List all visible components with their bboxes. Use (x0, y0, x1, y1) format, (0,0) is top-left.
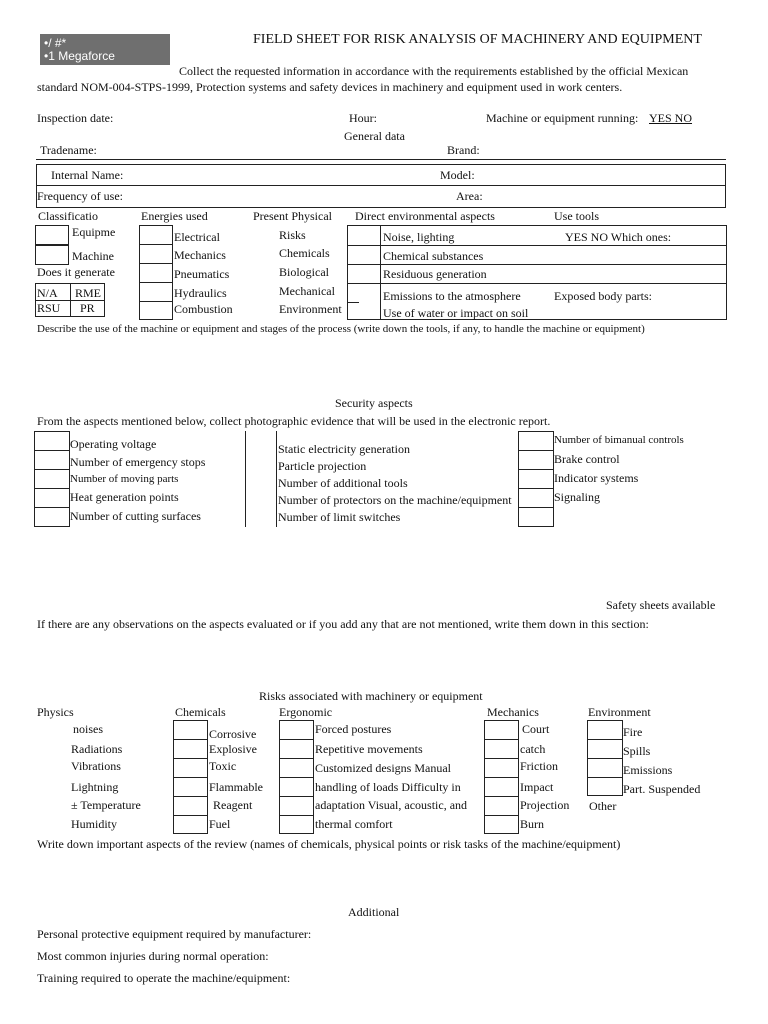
sec-operating-voltage: Operating voltage (70, 437, 157, 451)
divider (34, 488, 70, 489)
env-chemical-substances: Chemical substances (383, 249, 484, 263)
rme-option[interactable]: RME (75, 286, 102, 300)
machine-running-yes-no[interactable]: YES NO (649, 111, 693, 125)
machine-checkbox[interactable] (35, 245, 69, 265)
write-down-instruction: Write down important aspects of the review (names of chemicals, physical points or risk tasks of the machine/equipment) (37, 837, 621, 851)
env-noise: Noise, lighting (383, 230, 455, 244)
divider (279, 796, 314, 797)
chem-reagent: Reagent (213, 798, 253, 812)
env-water-soil: Use of water or impact on soil (383, 306, 529, 320)
intro-line-2: standard NOM-004-STPS-1999, Protection systems and safety devices in machinery and equipment used in work centers. (37, 80, 623, 94)
divider (173, 815, 208, 816)
mech-burn: Burn (520, 817, 544, 831)
logo-line-1: •/ #* (44, 36, 67, 50)
chem-flammable: Flammable (209, 780, 263, 794)
safety-sheets-label: Safety sheets available (606, 598, 716, 612)
security-title: Security aspects (335, 396, 413, 410)
sec-protectors: Number of protectors on the machine/equipment (278, 493, 512, 507)
use-tools-header: Use tools (554, 209, 599, 223)
divider (36, 159, 726, 160)
divider (173, 777, 208, 778)
general-data-box (36, 164, 726, 208)
divider (173, 796, 208, 797)
brand-label: Brand: (447, 143, 480, 157)
energies-header: Energies used (141, 209, 208, 223)
frequency-label: Frequency of use: (37, 189, 123, 203)
sec-emergency-stops: Number of emergency stops (70, 455, 206, 469)
sec-moving-parts: Number of moving parts (70, 473, 179, 485)
mechanics-header: Mechanics (487, 705, 539, 719)
tradename-label: Tradename: (40, 143, 97, 157)
risks-title: Risks associated with machinery or equipment (259, 689, 483, 703)
divider (34, 507, 70, 508)
divider (36, 185, 726, 186)
chem-corrosive: Corrosive (209, 727, 257, 741)
additional-title: Additional (348, 905, 400, 919)
divider (70, 283, 71, 317)
pr-option[interactable]: PR (80, 301, 95, 315)
divider (279, 758, 314, 759)
divider (276, 431, 277, 527)
security-right-boxes (518, 431, 554, 527)
page-title: FIELD SHEET FOR RISK ANALYSIS OF MACHINERY AND EQUIPMENT (253, 32, 702, 47)
tools-yes-no[interactable]: YES NO Which ones: (565, 230, 672, 244)
sec-cutting-surfaces: Number of cutting surfaces (70, 509, 201, 523)
divider (139, 263, 173, 264)
mech-catch: catch (520, 742, 546, 756)
mech-court: Court (522, 722, 550, 736)
company-logo (40, 34, 170, 65)
chemicals-header: Chemicals (175, 705, 226, 719)
divider (484, 777, 519, 778)
energy-hydraulics: Hydraulics (174, 286, 227, 300)
classification-header: Classificatio (38, 209, 98, 223)
na-option[interactable]: N/A (37, 286, 58, 300)
env-fire: Fire (623, 725, 643, 739)
equipment-label: Equipme (72, 225, 116, 239)
ergo-customized: Customized designs Manual (315, 761, 451, 775)
physics-temperature: ± Temperature (71, 798, 141, 812)
divider (518, 469, 554, 470)
injuries-label: Most common injuries during normal operation: (37, 949, 269, 963)
divider (245, 431, 246, 527)
sec-heat-points: Heat generation points (70, 490, 179, 504)
physics-noises: noises (73, 722, 103, 736)
does-generate-label: Does it generate (37, 265, 115, 279)
energy-electrical: Electrical (174, 230, 220, 244)
divider (279, 777, 314, 778)
rsu-option[interactable]: RSU (37, 301, 61, 315)
divider (173, 739, 208, 740)
chem-fuel: Fuel (209, 817, 231, 831)
direct-env-header: Direct environmental aspects (355, 209, 495, 223)
chem-explosive: Explosive (209, 742, 257, 756)
chem-toxic: Toxic (209, 759, 237, 773)
divider (484, 815, 519, 816)
env-emissions: Emissions to the atmosphere (383, 289, 521, 303)
divider (380, 225, 381, 320)
risk-chemicals: Chemicals (279, 246, 330, 260)
divider (139, 244, 173, 245)
ergo-repetitive: Repetitive movements (315, 742, 423, 756)
observations-instruction: If there are any observations on the aspects evaluated or if you add any that are not mentioned, write them down in this section: (37, 617, 649, 631)
divider (139, 282, 173, 283)
env-emissions-risk: Emissions (623, 763, 673, 777)
general-data-title: General data (344, 129, 405, 143)
internal-name-label: Internal Name: (51, 168, 124, 182)
risk-biological: Biological (279, 265, 329, 279)
env-spills: Spills (623, 744, 651, 758)
security-instruction: From the aspects mentioned below, collect photographic evidence that will be used in the electronic report. (37, 414, 551, 428)
ergo-handling: handling of loads Difficulty in (315, 780, 461, 794)
divider (34, 469, 70, 470)
mech-impact: Impact (520, 780, 554, 794)
logo-line-2: •1 Megaforce (44, 49, 115, 63)
mech-friction: Friction (520, 759, 558, 773)
ergo-forced-postures: Forced postures (315, 722, 392, 736)
physics-radiations: Radiations (71, 742, 123, 756)
training-label: Training required to operate the machine/equipment: (37, 971, 291, 985)
divider (587, 777, 623, 778)
risk-environment: Environment (279, 302, 342, 316)
physics-header: Physics (37, 705, 74, 719)
env-other: Other (589, 799, 617, 813)
intro-line-1: Collect the requested information in accordance with the requirements established by the official Mexican (179, 64, 689, 78)
mech-projection: Projection (520, 798, 570, 812)
describe-instruction: Describe the use of the machine or equipment and stages of the process (write down the tools, if any, to handle the machine or equipment) (37, 323, 645, 335)
risk-risks: Risks (279, 228, 306, 242)
divider (484, 796, 519, 797)
security-left-boxes (34, 431, 70, 527)
divider (347, 264, 727, 265)
divider (347, 245, 727, 246)
sec-static-electricity: Static electricity generation (278, 442, 410, 456)
sec-signaling: Signaling (554, 490, 601, 504)
divider (484, 758, 519, 759)
inspection-date-label: Inspection date: (37, 111, 114, 125)
divider (139, 301, 173, 302)
divider (279, 815, 314, 816)
hour-label: Hour: (349, 111, 377, 125)
physics-vibrations: Vibrations (71, 759, 121, 773)
machine-running-label: Machine or equipment running: (486, 111, 639, 125)
present-physical-header: Present Physical (253, 209, 332, 223)
divider (279, 739, 314, 740)
physics-lightning: Lightning (71, 780, 119, 794)
sec-brake-control: Brake control (554, 452, 620, 466)
sec-particle-projection: Particle projection (278, 459, 367, 473)
divider (587, 758, 623, 759)
machine-label: Machine (72, 249, 114, 263)
ergonomic-header: Ergonomic (279, 705, 333, 719)
divider (173, 758, 208, 759)
ergo-adaptation: adaptation Visual, acoustic, and (315, 798, 468, 812)
divider (347, 283, 727, 284)
sec-indicator-systems: Indicator systems (554, 471, 639, 485)
model-label: Model: (440, 168, 475, 182)
exposed-body-label: Exposed body parts: (554, 289, 652, 303)
env-part-suspended: Part. Suspended (623, 782, 701, 796)
divider (484, 739, 519, 740)
physics-humidity: Humidity (71, 817, 118, 831)
equipment-checkbox[interactable] (35, 225, 69, 245)
ergo-thermal: thermal comfort (315, 817, 393, 831)
area-label: Area: (456, 189, 483, 203)
env-residuous: Residuous generation (383, 267, 487, 281)
sec-bimanual-controls: Number of bimanual controls (554, 434, 684, 446)
energies-checkbox-column (139, 225, 173, 320)
sec-additional-tools: Number of additional tools (278, 476, 408, 490)
energy-pneumatics: Pneumatics (174, 267, 230, 281)
sec-limit-switches: Number of limit switches (278, 510, 401, 524)
divider (518, 488, 554, 489)
divider (518, 450, 554, 451)
ppe-label: Personal protective equipment required by manufacturer: (37, 927, 312, 941)
risk-mechanical: Mechanical (279, 284, 335, 298)
divider (518, 507, 554, 508)
divider (587, 739, 623, 740)
energy-mechanics: Mechanics (174, 248, 226, 262)
environment-header: Environment (588, 705, 651, 719)
divider (34, 450, 70, 451)
energy-combustion: Combustion (174, 302, 233, 316)
